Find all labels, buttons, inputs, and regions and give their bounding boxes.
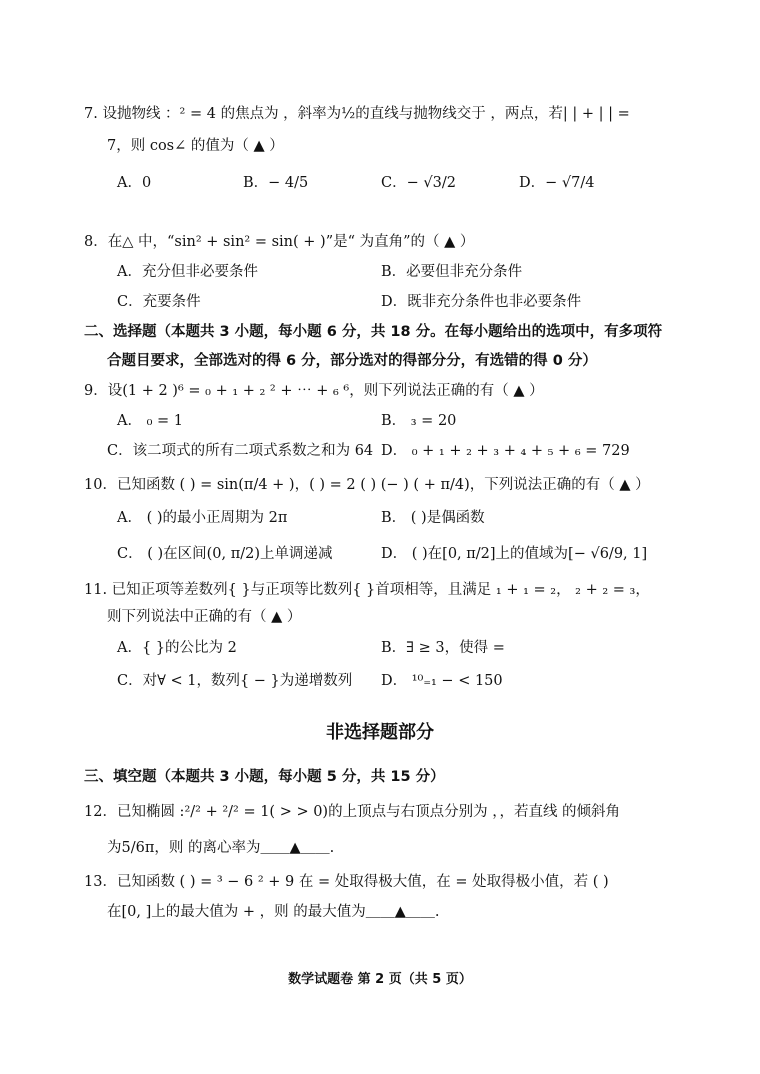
page-footer: 数学试题卷 第 2 页（共 5 页）	[288, 972, 472, 987]
q9-option-a: A． ₀ = 1	[117, 413, 183, 429]
q8-stem: 8．在△ 中，“sin² + sin² = sin( + )”是“ 为直角”的（ ▲ ）	[84, 234, 475, 250]
q10-stem: 10．已知函数 ( ) = sin(π/4 + )，( ) = 2 ( ) (− ) ( + π/4)，下列说法正确的有（ ▲ ）	[84, 477, 650, 493]
q11-option-b: B．∃ ≥ 3，使得 =	[381, 640, 505, 656]
section2-heading-line1: 二、选择题（本题共 3 小题，每小题 6 分，共 18 分。在每小题给出的选项中，有多项符	[84, 324, 663, 340]
q11-option-a: A．{ }的公比为 2	[117, 640, 237, 656]
q7-option-d: D．− √7/4	[519, 175, 595, 191]
q8-option-a: A．充分但非必要条件	[117, 264, 258, 280]
part-title: 非选择题部分	[326, 722, 434, 743]
q7-stem-line2: 7，则 cos∠ 的值为（ ▲ ）	[107, 138, 284, 154]
q11-stem-line1: 11. 已知正项等差数列{ }与正项等比数列{ }首项相等，且满足 ₁ + ₁ = ₂， ₂ + ₂ = ₃，	[84, 582, 650, 598]
q10-option-c: C． ( )在区间(0, π/2)上单调递减	[117, 546, 333, 562]
q10-option-a: A． ( )的最小正周期为 2π	[117, 510, 288, 526]
q7-option-c: C．− √3/2	[381, 175, 456, 191]
q11-option-c: C．对∀ < 1，数列{ − }为递增数列	[117, 673, 353, 689]
q13-stem-line1: 13．已知函数 ( ) = ³ − 6 ² + 9 在 = 处取得极大值，在 = 处取得极小值，若 ( )	[84, 874, 609, 890]
q9-option-b: B． ₃ = 20	[381, 413, 457, 429]
q9-option-c: C．该二项式的所有二项式系数之和为 64	[107, 443, 374, 459]
q11-option-d: D． ¹⁰₌₁ − < 150	[381, 673, 503, 689]
q12-stem-line1: 12．已知椭圆 :²/² + ²/² = 1( > > 0)的上顶点与右顶点分别为 ，，若直线 的倾斜角	[84, 804, 621, 820]
q7-option-b: B．− 4/5	[243, 175, 309, 191]
q9-stem: 9．设(1 + 2 )⁶ = ₀ + ₁ + ₂ ² + ⋯ + ₆ ⁶，则下列说法正确的有（ ▲ ）	[84, 383, 544, 399]
q11-stem-line2: 则下列说法中正确的有（ ▲ ）	[107, 609, 302, 625]
q9-option-d: D． ₀ + ₁ + ₂ + ₃ + ₄ + ₅ + ₆ = 729	[381, 443, 630, 459]
q7-stem-line1: 7. 设抛物线 ：² = 4 的焦点为 ，斜率为½的直线与抛物线交于 ，两点，若| | + | | =	[84, 106, 630, 122]
q8-option-b: B．必要但非充分条件	[381, 264, 523, 280]
q8-option-c: C．充要条件	[117, 294, 201, 310]
section3-heading: 三、填空题（本题共 3 小题，每小题 5 分，共 15 分）	[84, 769, 445, 785]
q12-stem-line2: 为5/6π，则 的离心率为＿＿▲＿＿.	[107, 840, 335, 856]
q8-option-d: D．既非充分条件也非必要条件	[381, 294, 582, 310]
section2-heading-line2: 合题目要求，全部选对的得 6 分，部分选对的得部分分，有选错的得 0 分）	[107, 353, 597, 369]
q7-option-a: A．0	[117, 175, 152, 191]
q10-option-d: D． ( )在[0, π/2]上的值域为[− √6/9, 1]	[381, 546, 648, 562]
q13-stem-line2: 在[0, ]上的最大值为 + ，则 的最大值为＿＿▲＿＿.	[107, 904, 440, 920]
q10-option-b: B． ( )是偶函数	[381, 510, 485, 526]
